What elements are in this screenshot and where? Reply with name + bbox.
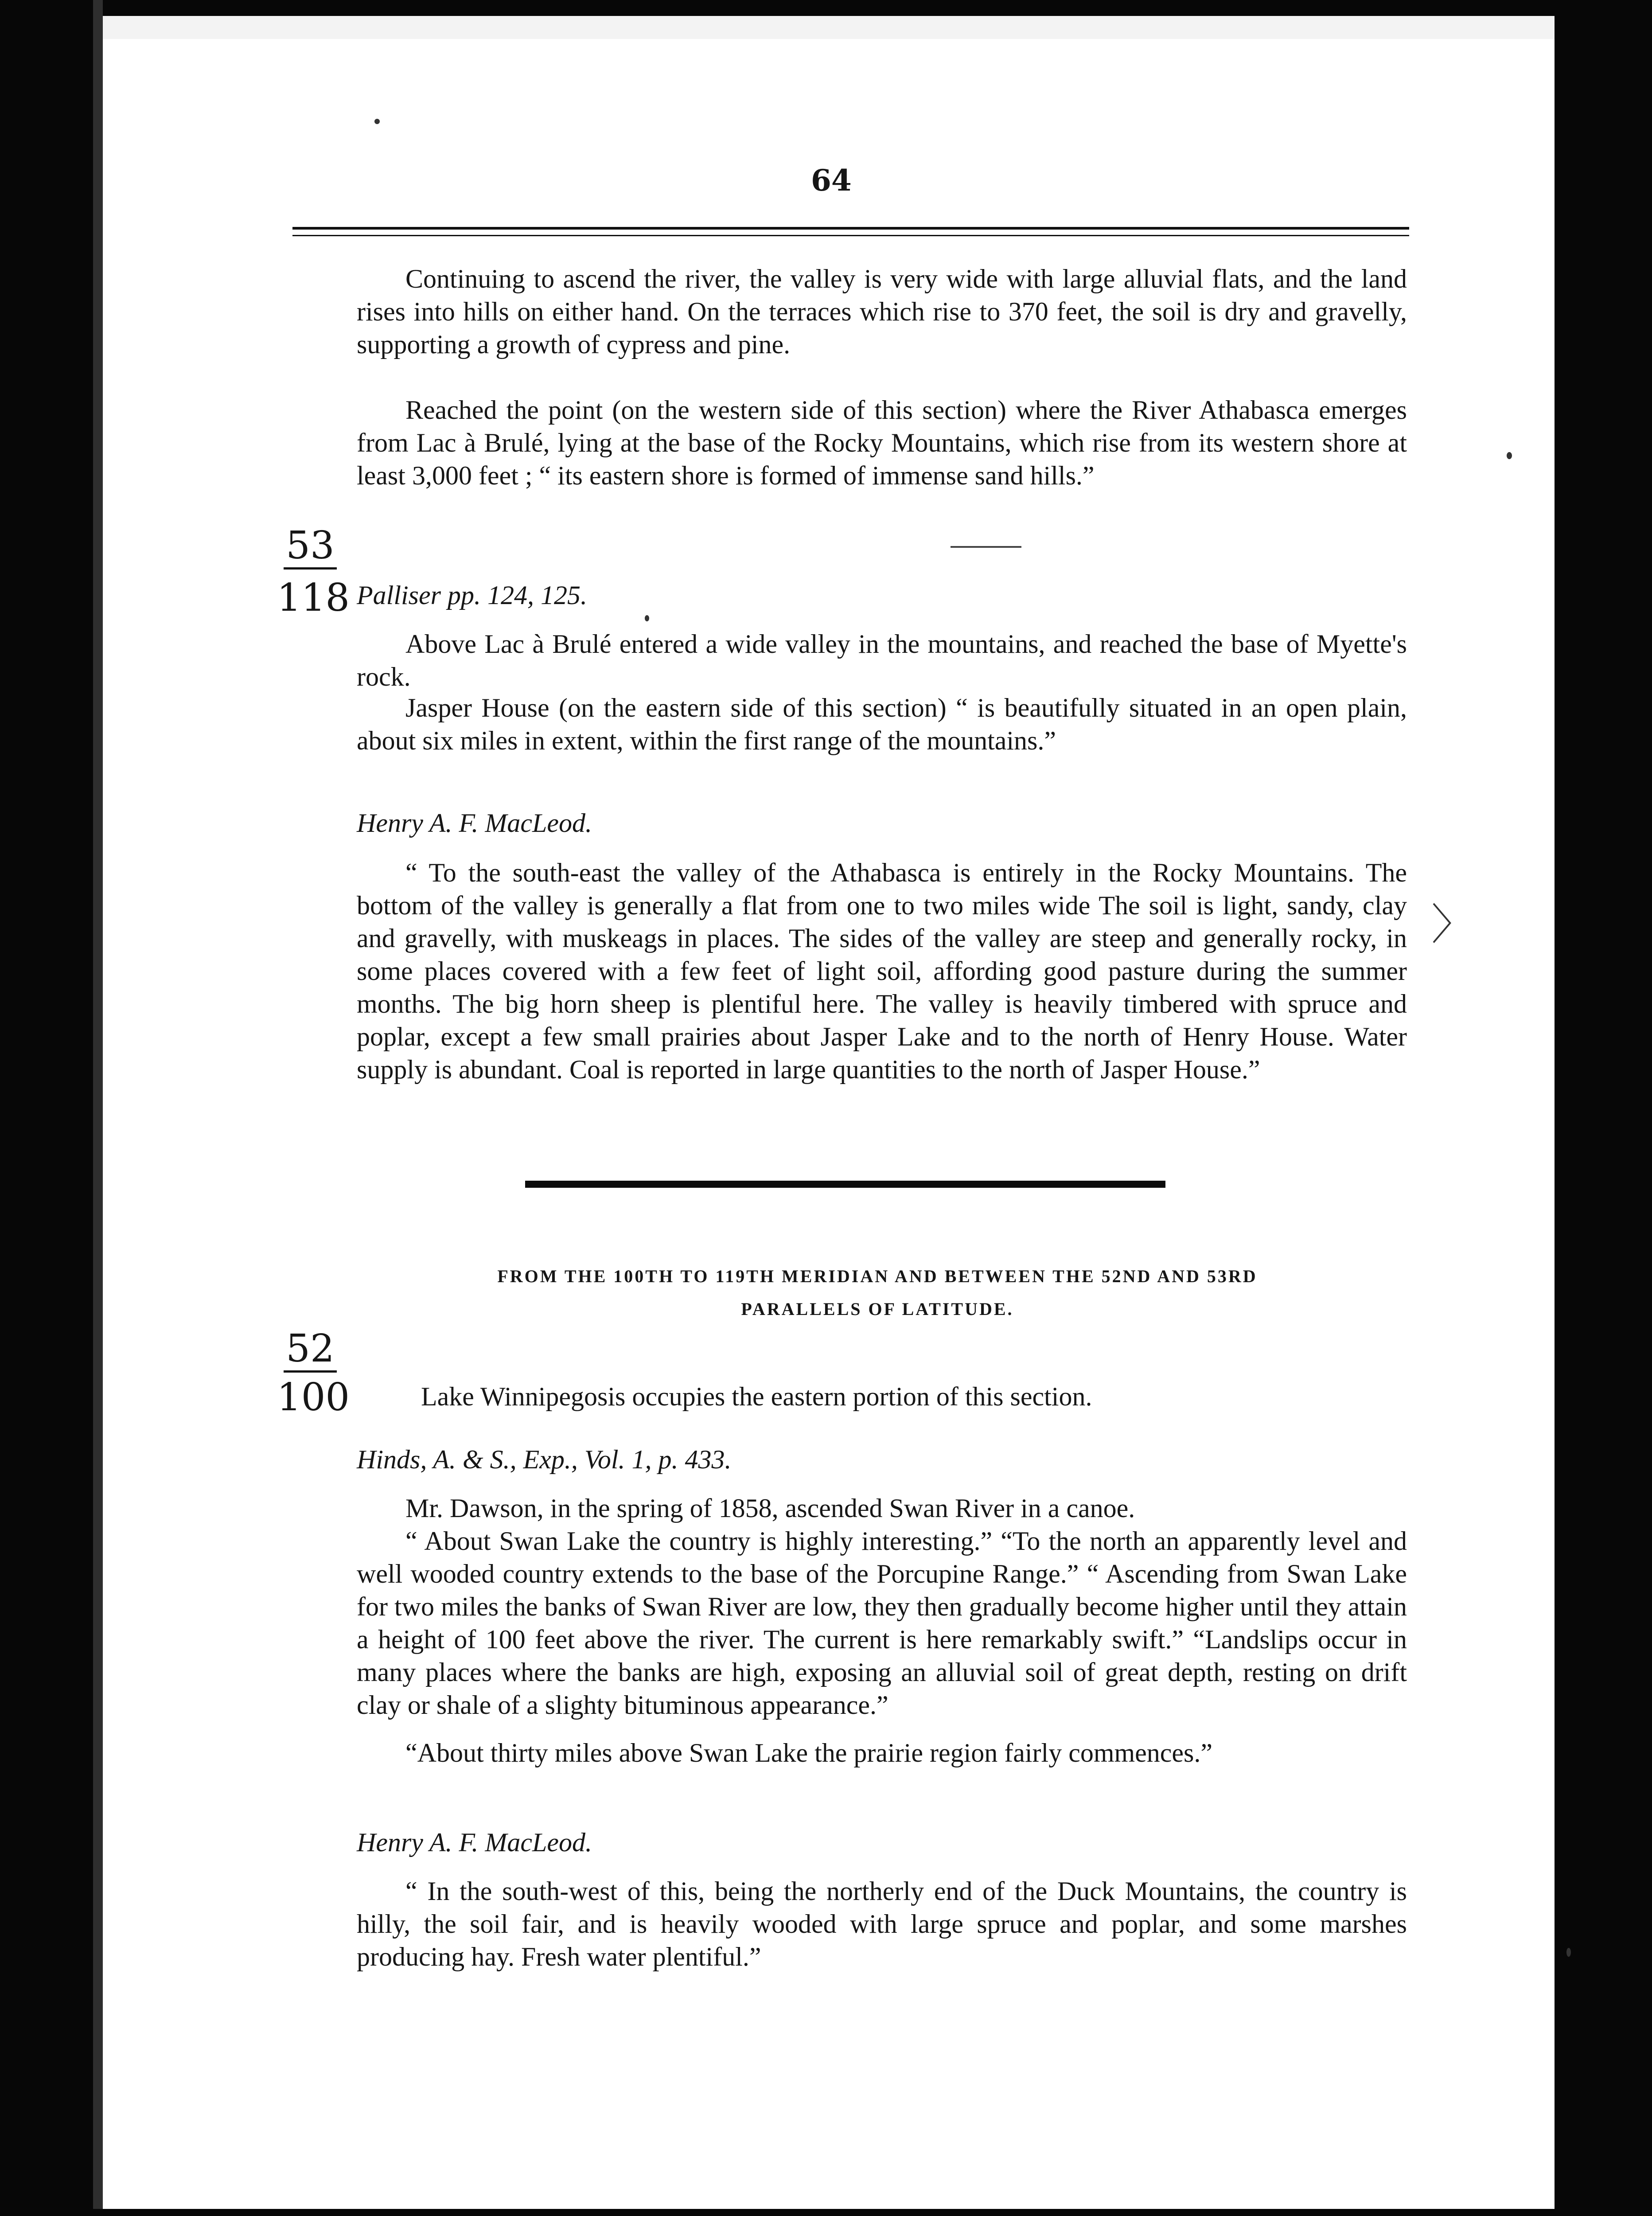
citation: Palliser pp. 124, 125. bbox=[357, 581, 587, 610]
margin-fraction-line bbox=[284, 1370, 337, 1373]
page-number: 64 bbox=[811, 163, 852, 198]
scan-speck bbox=[1507, 452, 1512, 459]
page-top-margin bbox=[103, 16, 1555, 39]
scan-speck bbox=[645, 615, 649, 621]
margin-fraction-line bbox=[284, 567, 337, 570]
scan-border-top bbox=[0, 0, 1652, 16]
scan-border-left bbox=[0, 0, 93, 2216]
paragraph: Jasper House (on the eastern side of this section) “ is beautifully situated in an open plain, about six miles in extent, within the first range of the mountains.” bbox=[357, 693, 1407, 755]
scan-speck bbox=[1566, 1948, 1571, 1957]
paragraph: Lake Winnipegosis occupies the eastern portion of this section. bbox=[421, 1382, 1092, 1411]
section-heading-line: PARALLELS OF LATITUDE. bbox=[741, 1299, 1014, 1319]
margin-meridian: 100 bbox=[277, 1375, 350, 1420]
scan-speck bbox=[374, 119, 380, 124]
scan-binding-shadow bbox=[93, 0, 103, 2216]
scan-border-right bbox=[1555, 0, 1652, 2216]
citation: Hinds, A. & S., Exp., Vol. 1, p. 433. bbox=[357, 1445, 732, 1474]
header-rule-bottom bbox=[292, 235, 1409, 236]
scan-border-bottom bbox=[0, 2209, 1652, 2216]
paragraph: Continuing to ascend the river, the valley is very wide with large alluvial flats, and the land rises into hills on either hand. On the terraces which rise to 370 feet, the soil is dry and gravelly, supporting a growth of cypress and pine. bbox=[357, 264, 1407, 359]
citation: Henry A. F. MacLeod. bbox=[357, 808, 592, 838]
paragraph: Above Lac à Brulé entered a wide valley in the mountains, and reached the base of Myette's rock. bbox=[357, 629, 1407, 691]
quotation: “ To the south-east the valley of the Athabasca is entirely in the Rocky Mountains. The bottom of the valley is generally a flat from one to two miles wide The soil is light, sandy, clay and gravelly, with muskeags in places. The sides of the valley are steep and generally rocky, in some places covered with a few feet of light soil, affording good pasture during the summer months. The big horn sheep is plentiful here. The valley is heavily timbered with spruce and poplar, except a few small prairies about Jasper Lake and to the north of Henry House. Water supply is abundant. Coal is reported in large quantities to the north of Jasper House.” bbox=[357, 858, 1407, 1084]
scan-mark: 〉 bbox=[1431, 900, 1474, 949]
paragraph: “ About Swan Lake the country is highly interesting.” “To the north an apparently level and well wooded country extends to the base of the Porcupine Range.” “ Ascending from Swan Lake for two miles the banks of Swan River are low, they then gradually become higher until they attain a height of 100 feet above the river. The current is here remarkably swift.” “Landslips occur in many places where the banks are high, exposing an alluvial soil of great depth, resting on drift clay or shale of a slighty bituminous appearance.” bbox=[357, 1526, 1407, 1720]
margin-meridian: 118 bbox=[277, 576, 350, 620]
section-heading-line: FROM THE 100TH TO 119TH MERIDIAN AND BETWEEN THE 52ND AND 53RD bbox=[497, 1266, 1258, 1286]
paragraph: “About thirty miles above Swan Lake the prairie region fairly commences.” bbox=[405, 1738, 1213, 1767]
header-rule-top bbox=[292, 227, 1409, 230]
paragraph: Reached the point (on the western side of this section) where the River Athabasca emerges from Lac à Brulé, lying at the base of the Rocky Mountains, which rise from its western shore at least 3,000 feet ; “ its eastern shore is formed of immense sand hills.” bbox=[357, 395, 1407, 490]
margin-latitude: 52 bbox=[286, 1326, 335, 1371]
paragraph: Mr. Dawson, in the spring of 1858, ascended Swan River in a canoe. bbox=[405, 1494, 1135, 1523]
citation: Henry A. F. MacLeod. bbox=[357, 1828, 592, 1857]
section-divider bbox=[951, 546, 1021, 548]
quotation: “ In the south-west of this, being the northerly end of the Duck Mountains, the country is hilly, the soil fair, and is heavily wooded with large spruce and poplar, and some marshes producing hay. Fresh water plentiful.” bbox=[357, 1877, 1407, 1971]
margin-latitude: 53 bbox=[286, 523, 335, 568]
section-rule bbox=[525, 1181, 1165, 1188]
